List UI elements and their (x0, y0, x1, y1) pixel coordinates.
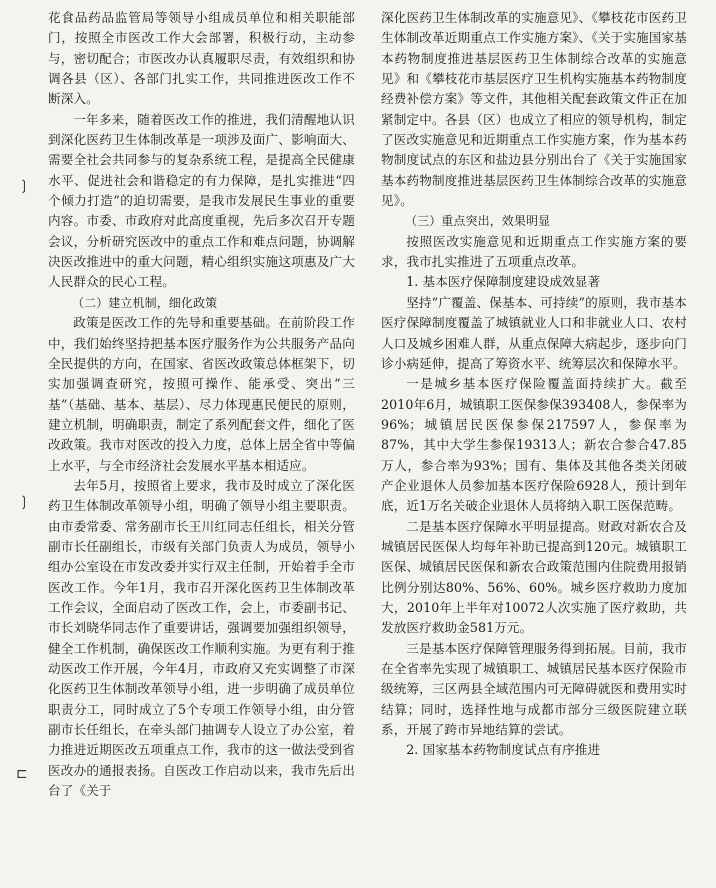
paragraph: 花食品药品监管局等领导小组成员单位和相关职能部门，按照全市医改工作大会部署，积极行动，主动参与，密切配合；市医改办认真履职尽责，有效组织和协调各县（区）、各部门扎实工作，共同推进医改工作不断深入。 (48, 10, 355, 107)
binding-mark-icon: ❳ (18, 494, 30, 510)
section-heading: （三）重点突出，效果明显 (405, 214, 551, 229)
right-column (381, 8, 687, 761)
binding-mark-icon: ⊏ (16, 766, 28, 782)
paragraph: 坚持“广覆盖、保基本、可持续”的原则，我市基本医疗保障制度覆盖了城镇就业人口和非就业人口、农村人口及城乡困难人群，从重点保障大病起步，逐步向门诊小病延伸，提高了筹资水平、统筹层次和保障水平。 (381, 294, 687, 371)
paragraph: 三是基本医疗保障管理服务得到拓展。目前，我市在全省率先实现了城镇职工、城镇居民基本医疗保险市级统筹，三区两县全域范围内可无障碍就医和费用实时结算；同时，选择性地与成都市部分三级医院建立联系，开展了跨市异地结算的尝试。 (381, 640, 687, 738)
paragraph: 深化医药卫生体制改革的实施意见》、《攀枝花市医药卫生体制改革近期重点工作实施方案》、《关于实施国家基本药物制度推进基层医药卫生体制综合改革的实施意见》和《攀枝花市基层医疗卫生机构实施基本药物制度经费补偿方案》等文件，其他相关配套政策文件正在加紧制定中。各县（区）也成立了相应的领导机构，制定了医改实施意见和近期重点工作实施方案，作为基本药物制度试点的东区和盐边县分别出台了《关于实施国家基本药物制度推进基层医药卫生体制综合改革的实施意见》。 (381, 10, 687, 209)
paragraph: 去年5月，按照省上要求，我市及时成立了深化医药卫生体制改革领导小组，明确了领导小组主要职责。由市委常委、常务副市长王川红同志任组长，相关分管副市长任副组长，市级有关部门负责人为成员，领导小组办公室设在市发改委并实行双主任制，开始着手全市医改工作。今年1月，我市召开深化医药卫生体制改革工作会议，全面启动了医改工作，会上，市委副书记、市长刘晓华同志作了重要讲话，强调要加强组织领导，健全工作机制，确保医改工作顺利实施。为更有利于推动医改工作开展，今年4月，市政府又充实调整了市深化医药卫生体制改革领导小组，进一步明确了成员单位职责分工，同时成立了5个专项工作领导小组，由分管副市长任组长，在牵头部门抽调专人设立了办公室，着力推进近期医改五项重点工作，我市的这一做法受到省医改办的通报表扬。自医改工作启动以来，我市先后出台了《关于 (48, 477, 355, 799)
paragraph: 一年多来，随着医改工作的推进，我们清醒地认识到深化医药卫生体制改革是一项涉及面广、影响面大、需要全社会共同参与的复杂系统工程，是提高全民健康水平、促进社会和谐稳定的有力保障，是扎实推进“四个倾力打造”的迫切需要，是我市发展民生事业的重要内容。市委、市政府对此高度重视，先后多次召开专题会议，分析研究医改中的重点工作和难点问题，协调解决医改推进中的重大问题，精心组织实施这项惠及广大人民群众的民心工程。 (48, 111, 355, 290)
binding-mark-icon: ❳ (18, 178, 30, 194)
subsection-heading: 2. 国家基本药物制度试点有序推进 (406, 742, 601, 758)
paragraph: 一是城乡基本医疗保险覆盖面持续扩大。截至2010年6月，城镇职工医保参保393408人，参保率为96%；城镇居民医保参保217597人，参保率为87%，其中大学生参保19313人；新农合参合47.85万人，参合率为93%；国有、集体及其他各类关闭破产企业退休人员参加基本医疗保险6928人，预计到年底，近1万名关破企业退休人员将纳入职工医保范畴。 (381, 376, 687, 514)
paragraph: 二是基本医疗保障水平明显提高。财政对新农合及城镇居民医保人均每年补助已提高到120元。城镇职工医保、城镇居民医保和新农合政策范围内住院费用报销比例分别达80%、56%、60%。城乡医疗救助力度加大，2010年上半年对10072人次实施了医疗救助，共发放医疗救助金581万元。 (381, 518, 687, 636)
paragraph: 政策是医改工作的先导和重要基础。在前阶段工作中，我们始终坚持把基本医疗服务作为公共服务产品向全民提供的方向，在国家、省医改政策总体框架下，切实加强调查研究，按照可操作、能承受、突出“三基”（基础、基本、基层）、尽力体现惠民便民的原则，建立机制，明确职责，制定了系列配套文件，细化了医改政策。我市对医改的投入力度，总体上居全省中等偏上水平，与全市经济社会发展水平基本相适应。 (48, 315, 355, 473)
subsection-heading: 1. 基本医疗保障制度建设成效显著 (406, 274, 601, 290)
paragraph: 按照医改实施意见和近期重点工作实施方案的要求，我市扎实推进了五项重点改革。 (381, 233, 687, 270)
section-heading: （二）建立机制，细化政策 (72, 295, 218, 310)
left-column (48, 8, 355, 801)
